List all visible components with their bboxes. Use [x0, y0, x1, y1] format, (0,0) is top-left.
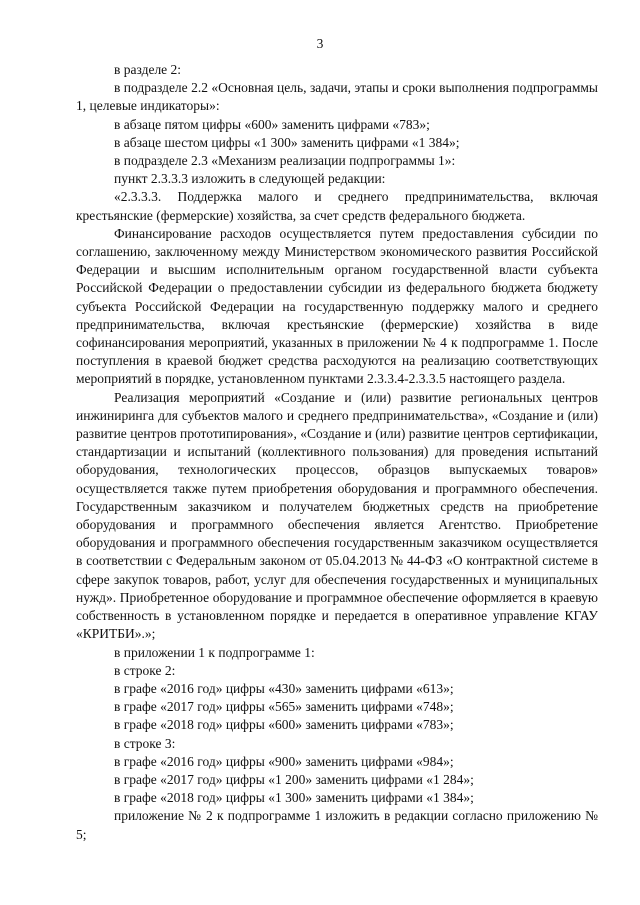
paragraph: Реализация мероприятий «Создание и (или) развитие региональных центров инжиниринга для субъектов малого и среднего предпринимательства», «Создание и (или) развитие центров прототипирования», «Создание и (или) развитие центров сертификации, стандартизации и испытаний (коллективного пользования) для проведения испытаний оборудования, технологических процессов, образцов выпускаемых товаров» осуществляется также путем приобретения оборудования и программного обеспечения. Государственным заказчиком и получателем бюджетных средств на приобретение оборудования и программного обеспечения является Агентство. Приобретение оборудования и программного обеспечения государственным заказчиком осуществляется в соответствии с Федеральным законом от 05.04.2013 № 44-ФЗ «О контрактной системе в сфере закупок товаров, работ, услуг для обеспечения государственных и муниципальных нужд». Приобретенное оборудование и программное обеспечение оформляется в краевую собственность в установленном порядке и передается в оперативное управление КГАУ «КРИТБИ».»; [76, 389, 598, 642]
document-body [76, 61, 598, 844]
paragraph: в строке 2: [114, 662, 176, 678]
paragraph: «2.3.3.3. Поддержка малого и среднего предпринимательства, включая крестьянские (фермерские) хозяйства, за счет средств федерального бюджета. [76, 189, 598, 223]
paragraph: в разделе 2: [114, 62, 182, 77]
page-number: 3 [316, 36, 324, 51]
paragraph: в подразделе 2.2 «Основная цель, задачи, этапы и сроки выполнения подпрограммы 1, целевые индикаторы»: [76, 80, 598, 114]
paragraph: в графе «2018 год» цифры «600» заменить цифрами «783»; [114, 717, 454, 733]
paragraph: в графе «2017 год» цифры «1 200» заменить цифрами «1 284»; [114, 771, 474, 787]
paragraph: в графе «2018 год» цифры «1 300» заменить цифрами «1 384»; [114, 790, 474, 806]
paragraph: пункт 2.3.3.3 изложить в следующей редакции: [114, 171, 386, 187]
paragraph: в абзаце шестом цифры «1 300» заменить цифрами «1 384»; [114, 134, 460, 150]
paragraph: в подразделе 2.3 «Механизм реализации подпрограммы 1»: [114, 153, 456, 169]
paragraph: в строке 3: [114, 735, 176, 751]
paragraph: в графе «2016 год» цифры «430» заменить цифрами «613»; [114, 680, 454, 696]
paragraph: в графе «2016 год» цифры «900» заменить цифрами «984»; [114, 753, 454, 769]
paragraph: Финансирование расходов осуществляется путем предоставления субсидии по соглашению, заключенному между Министерством экономического развития Российской Федерации и высшим исполнительным органом государственной власти субъекта Российской Федерации о предоставлении субсидии из федерального бюджета бюджету субъекта Российской Федерации на государственную поддержку малого и среднего предпринимательства, включая крестьянские (фермерские) хозяйства в виде софинансирования мероприятий, указанных в приложении № 4 к подпрограмме 1. После поступления в краевой бюджет средства расходуются на реализацию соответствующих мероприятий в порядке, установленном пунктами 2.3.3.4-2.3.3.5 настоящего раздела. [76, 225, 598, 387]
paragraph: в приложении 1 к подпрограмме 1: [114, 644, 315, 660]
paragraph: приложение № 2 к подпрограмме 1 изложить в редакции согласно приложению № 5; [76, 808, 598, 842]
paragraph: в графе «2017 год» цифры «565» заменить цифрами «748»; [114, 699, 454, 715]
paragraph: в абзаце пятом цифры «600» заменить цифрами «783»; [114, 116, 430, 132]
